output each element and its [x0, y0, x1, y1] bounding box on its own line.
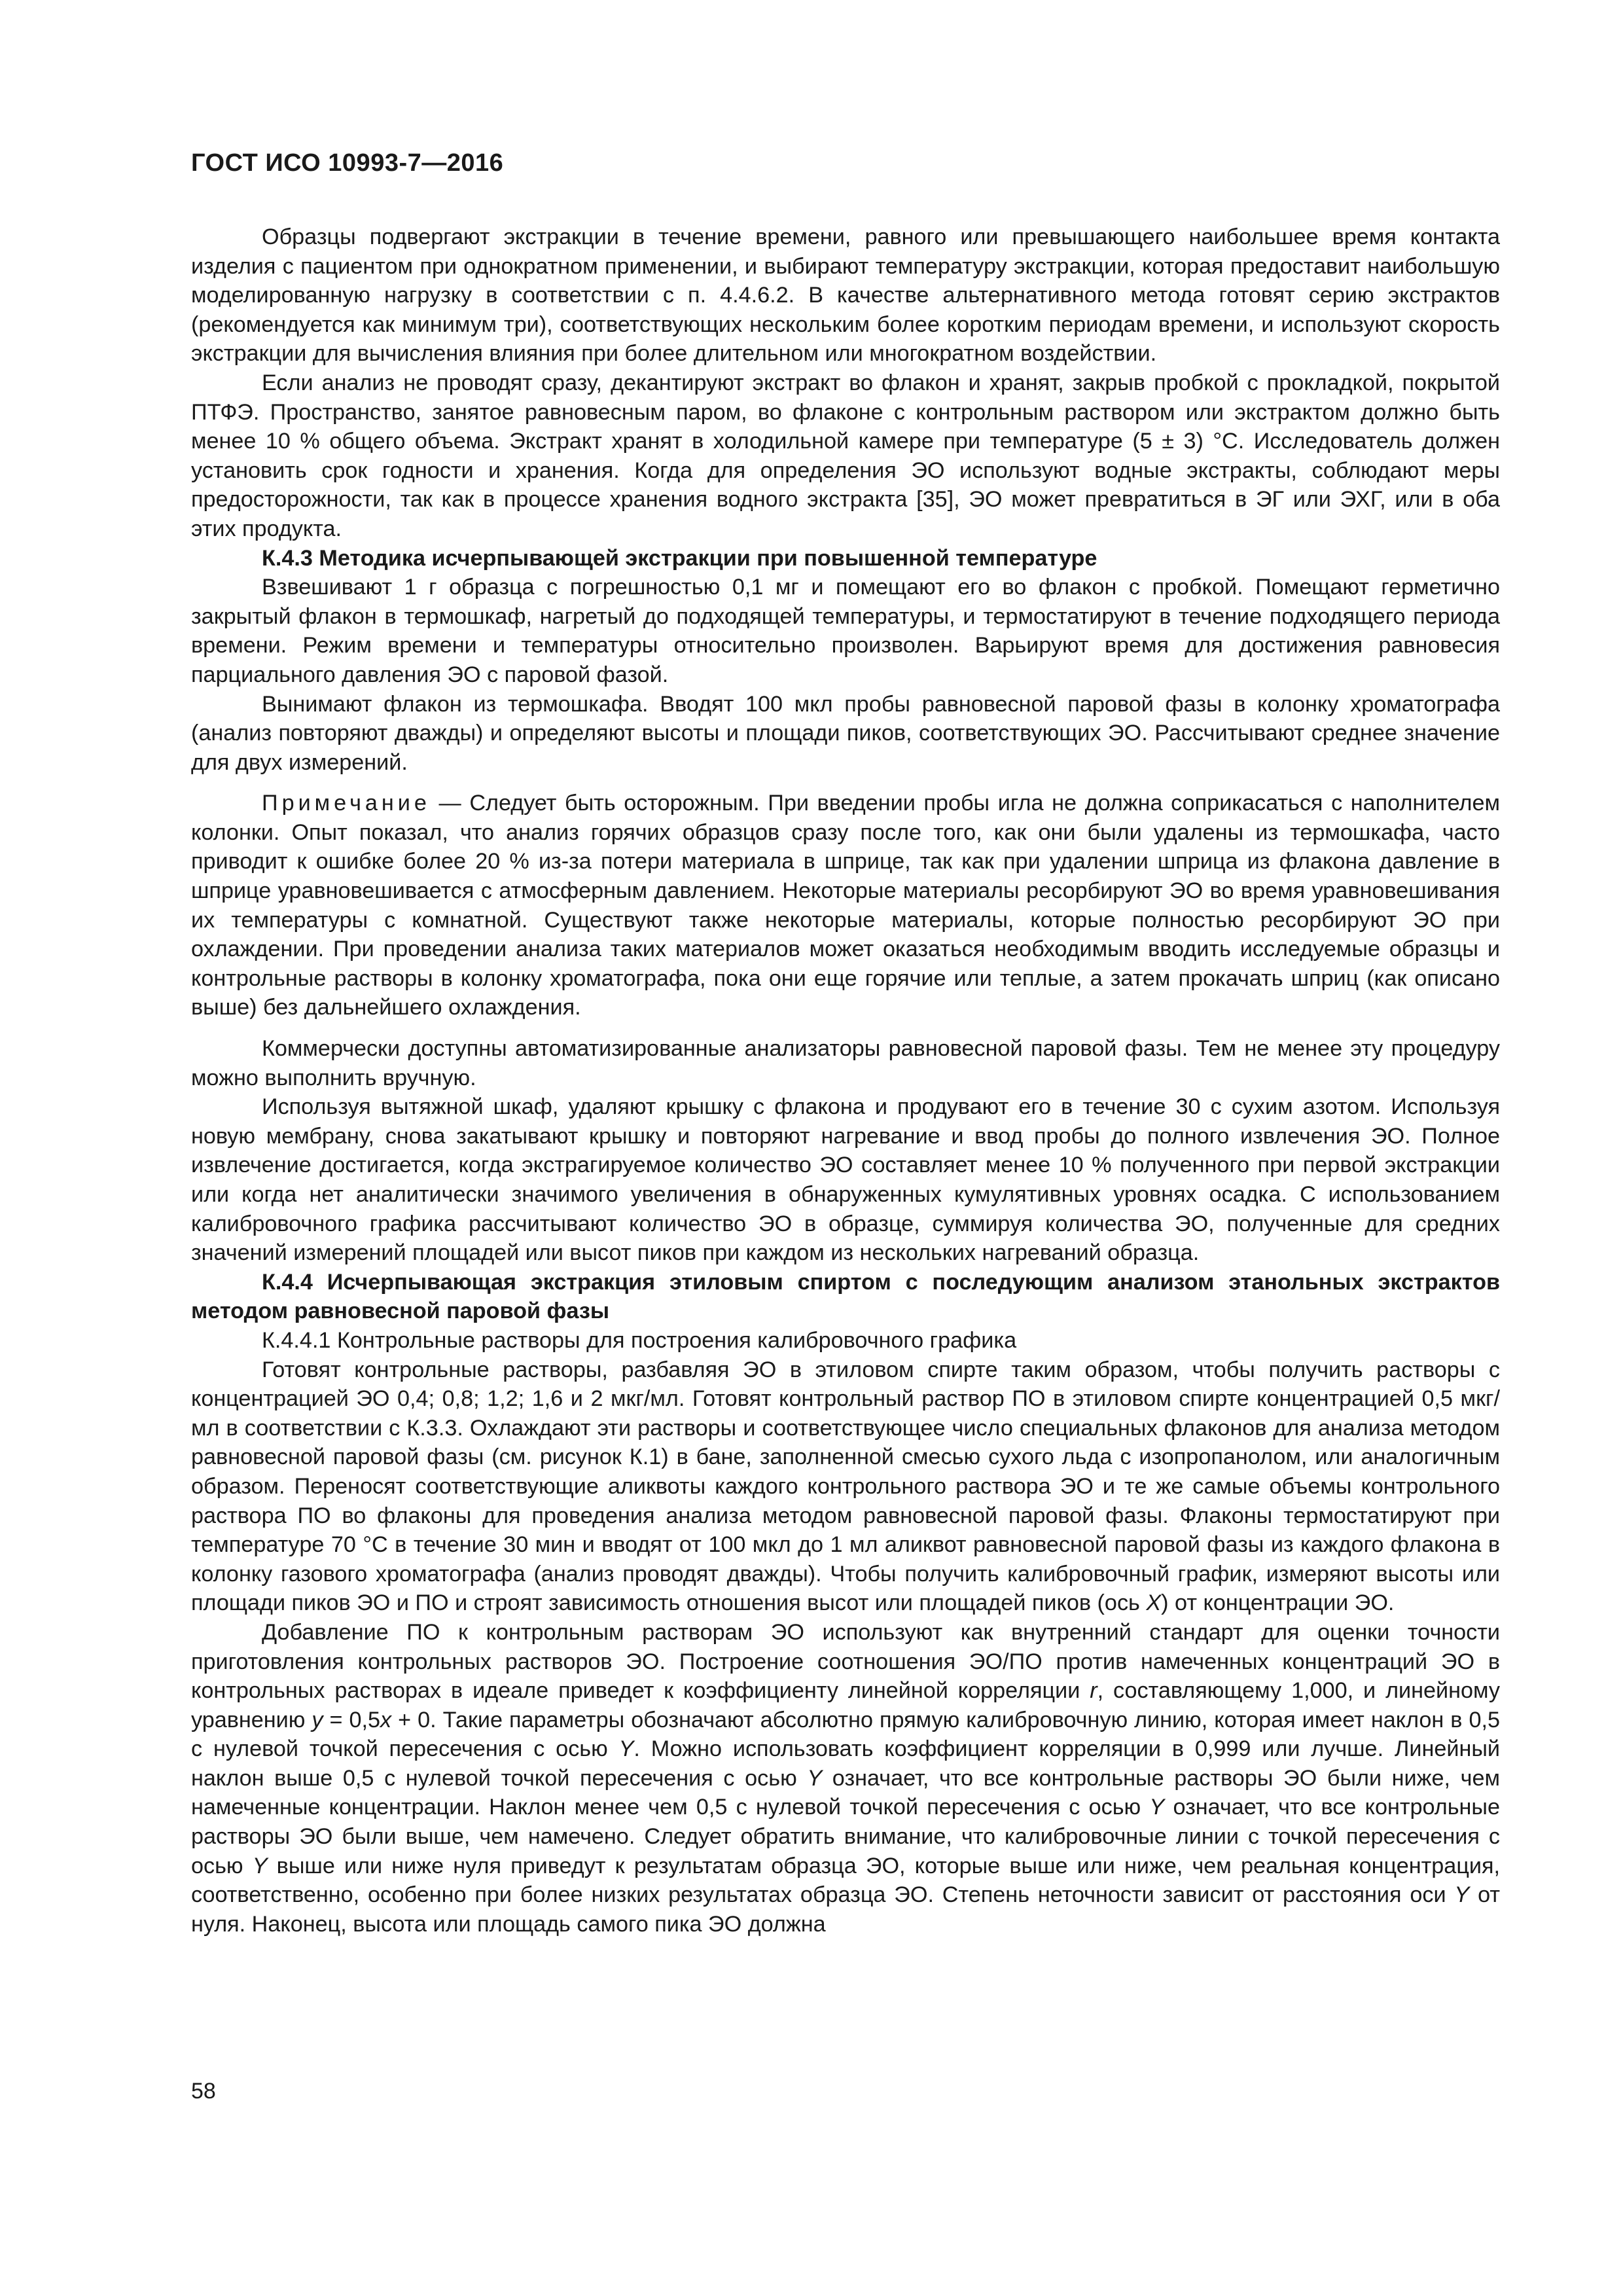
axis-symbol: Y — [618, 1736, 634, 1762]
math-symbol: y — [312, 1707, 323, 1732]
paragraph: Используя вытяжной шкаф, удаляют крышку с флакона и продувают его в течение 30 с сухим азотом. Используя новую мембрану, снова закатывают крышку и повторяют нагревание и ввод пробы до полного извлечения ЭО. Полное извлечение достигается, когда экстрагируемое количество ЭО составляет менее 10 % полученного при первой экстракции или когда нет аналитически значимого увеличения в обнаруженных кумулятивных уровнях осадка. С использованием калибровочного графика рассчитывают количество ЭО в образце, суммируя количества ЭО, полученные для средних значений измерений площадей или высот пиков при каждом из нескольких нагреваний образца. — [191, 1094, 1500, 1266]
axis-symbol: Y — [252, 1853, 268, 1878]
note-text: — Следует быть осторожным. При введении пробы игла не должна соприкасаться с наполнителем колонки. Опыт показал, что анализ горячих образцов сразу после того, как они были удалены из термошкафа, часто приводит к ошибке более 20 % из-за потери материала в шприце, так как при удалении шприца из флакона давление в шприце уравновешивается с атмосферным давлением. Некоторые материалы ресорбируют ЭО во время уравновешивания их температуры с комнатной. Существуют также некоторые материалы, которые полностью ресорбируют ЭО при охлаждении. При проведении анализа таких материалов может оказаться необходимым вводить исследуемые образцы и контрольные растворы в колонку хроматографа, пока они еще горячие или теплые, а затем прокачать шприц (как описано выше) без дальнейшего охлаждения. — [191, 791, 1500, 1020]
paragraph: Образцы подвергают экстракции в течение времени, равного или превышающего наибольшее время контакта изделия с пациентом при однократном применении, и выбирают температуру экстракции, которая предоставит наибольшую моделированную нагрузку в соответствии с п. 4.4.6.2. В качестве альтернативного метода готовят серию экстрактов (рекомендуется как минимум три), соответствующих нескольким более коротким периодам времени, и используют скорость экстракции для вычисления влияния при более длительном или многократном воздействии. — [191, 224, 1500, 367]
text-run: . Можно использовать коэффициент корреляции в 0,999 или лучше. Линейный наклон выше 0,5 с нулевой точкой пересечения с осью — [191, 1736, 1500, 1791]
text-run: Готовят контрольные растворы, разбавляя ЭО в этиловом спирте таким образом, чтобы получить растворы с концентрацией ЭО 0,4; 0,8; 1,2; 1,6 и 2 мкг/мл. Готовят контрольный раствор ПО в этиловом спирте концентрацией 0,5 мкг/мл в соответствии с К.3.3. Охлаждают эти растворы и соответствующее число специальных флаконов для анализа методом равновесной паровой фазы (см. рисунок К.1) в бане, заполненной смесью сухого льда с изопропанолом, или аналогичным образом. Переносят соответствующие аликвоты каждого контрольного раствора ЭО и те же самые объемы контрольного раствора ПО во флаконы для проведения анализа методом равновесной паровой фазы. Флаконы термостатируют при температуре 70 °С в течение 30 мин и вводят от 100 мкл до 1 мл аликвот равновесной паровой фазы из каждого флакона в колонку газового хроматографа (анализ проводят дважды). Чтобы получить калибровочный график, измеряют высоты или площади пиков ЭО и ПО и строят зависимость отношения высот или площадей пиков (ось — [191, 1357, 1500, 1616]
text-run: + 0. Такие параметры обозначают абсолютно прямую калибровочную линию, которая имеет наклон в 0,5 с нулевой точкой пересечения с осью — [191, 1707, 1500, 1762]
text-run: от нуля. Наконец, высота или площадь самого пика ЭО должна — [191, 1882, 1500, 1937]
axis-symbol: Y — [807, 1765, 823, 1791]
note-label: Примечание — [262, 791, 431, 816]
section-heading-k43: К.4.3 Методика исчерпывающей экстракции при повышенной температуре — [262, 545, 1097, 571]
axis-symbol: Y — [1149, 1795, 1165, 1820]
paragraph: Коммерчески доступны автоматизированные анализаторы равновесной паровой фазы. Тем не менее эту процедуру можно выполнить вручную. — [191, 1036, 1500, 1090]
math-symbol: r — [1090, 1678, 1097, 1704]
text-run: ) от концентрации ЭО. — [1161, 1590, 1395, 1616]
axis-symbol: Y — [1454, 1882, 1470, 1908]
standard-header: ГОСТ ИСО 10993-7—2016 — [191, 149, 504, 177]
text-run: выше или ниже нуля приведут к результатам образца ЭО, которые выше или ниже, чем реальная концентрация, соответственно, особенно при более низких результатах образца ЭО. Степень неточности зависит от расстояния оси — [191, 1853, 1501, 1908]
subsection-heading-k441: К.4.4.1 Контрольные растворы для построения калибровочного графика — [262, 1327, 1017, 1353]
document-body — [191, 223, 1500, 1939]
page-number: 58 — [191, 2079, 216, 2104]
axis-symbol: X — [1146, 1590, 1162, 1616]
text-run: = 0,5 — [323, 1707, 381, 1732]
paragraph — [191, 1618, 1500, 1939]
paragraph — [191, 1355, 1500, 1618]
section-heading-k44: К.4.4 Исчерпывающая экстракция этиловым спиртом с последующим анализом этанольных экстрактов методом равновесной паровой фазы — [191, 1269, 1500, 1324]
text-run: Добавление ПО к контрольным растворам ЭО используют как внутренний стандарт для оценки точности приготовления контрольных растворов ЭО. Построение соотношения ЭО/ПО против намеченных концентраций ЭО в контрольных растворах в идеале приведет к коэффициенту линейной корреляции — [191, 1619, 1500, 1704]
text-run: означает, что все контрольные растворы ЭО были выше, чем намечено. Следует обратить внимание, что калибровочные линии с точкой пересечения с осью — [191, 1795, 1500, 1878]
paragraph: Если анализ не проводят сразу, декантируют экстракт во флакон и хранят, закрыв пробкой с прокладкой, покрытой ПТФЭ. Пространство, занятое равновесным паром, во флаконе с контрольным раствором или экстрактом должно быть менее 10 % общего объема. Экстракт хранят в холодильной камере при температуре (5 ± 3) °С. Исследователь должен установить срок годности и хранения. Когда для определения ЭО используют водные экстракты, соблюдают меры предосторожности, так как в процессе хранения водного экстракта [35], ЭО может превратиться в ЭГ или ЭХГ, или в оба этих продукта. — [191, 370, 1500, 541]
paragraph: Вынимают флакон из термошкафа. Вводят 100 мкл пробы равновесной паровой фазы в колонку хроматографа (анализ повторяют дважды) и определяют высоты и площади пиков, соответствующих ЭО. Рассчитывают среднее значение для двух измерений. — [191, 691, 1500, 775]
text-run: означает, что все контрольные растворы ЭО были ниже, чем намеченные концентрации. Наклон менее чем 0,5 с нулевой точкой пересечения с осью — [191, 1765, 1500, 1820]
math-symbol: x — [380, 1707, 392, 1732]
text-run: , составляющему 1,000, и линейному уравнению — [191, 1678, 1500, 1732]
note-paragraph — [191, 789, 1500, 1022]
paragraph: Взвешивают 1 г образца с погрешностью 0,1 мг и помещают его во флакон с пробкой. Помещают герметично закрытый флакон в термошкаф, нагретый до подходящей температуры, и термостатируют в течение подходящего периода времени. Режим времени и температуры относительно произволен. Варьируют время для достижения равновесия парциального давления ЭО с паровой фазой. — [191, 575, 1500, 687]
